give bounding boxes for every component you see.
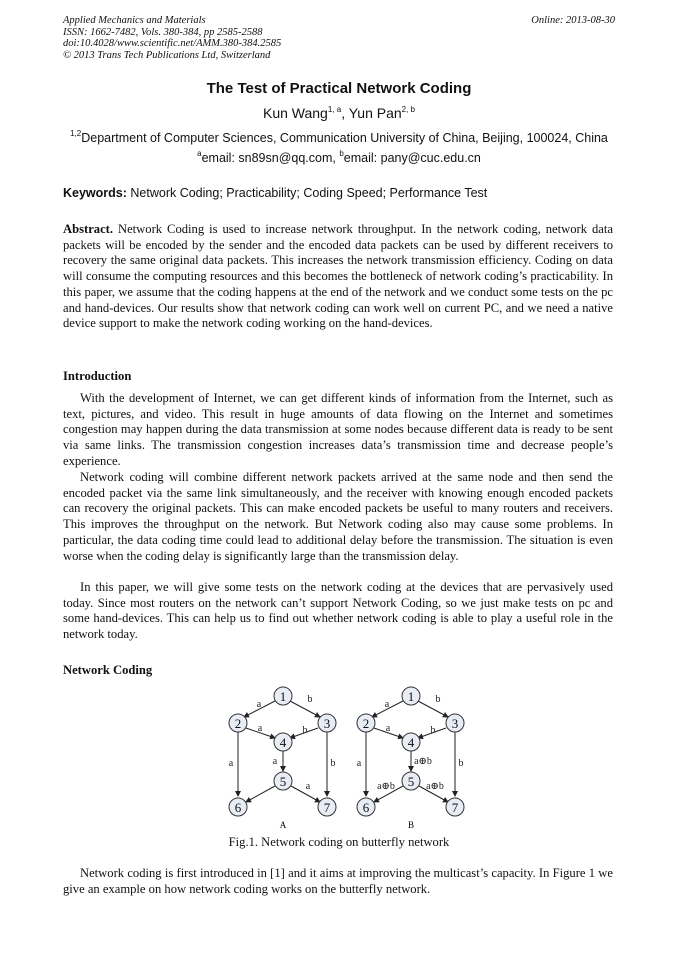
affiliation: $^{1,2}$Department of Computer Sciences, Communication University of China, Beijing, 100024, China [70,129,608,145]
copyright-line: © 2013 Trans Tech Publications Ltd, Switzerland [63,49,271,61]
intro-paragraph-1: With the development of Internet, we can get different kinds of information from the Internet, such as text, pictures, and video. This result in huge amounts of data flowing on the Internet and sometimes congestion may happen during the data transmission at some nodes because different data is ready to be sent via same links. The transmission congestion increases data’s transmission time and decrease people’s experience. [63,391,613,468]
node-6: 6 [234,800,242,815]
node-4: 4 [279,735,287,750]
abstract [63,222,613,332]
edge-label: b [435,694,441,705]
edge-label: b [458,758,464,769]
edge-label: a⊕b [426,781,444,792]
paper-title: The Test of Practical Network Coding [206,80,472,97]
keywords [63,186,487,200]
node-2: 2 [362,716,370,731]
author-1-sup: 1, a [327,105,342,114]
network-coding-paragraph-1: Network coding is first introduced in [1] and it aims at improving the multicast’s capacity. In Figure 1 we give an example on how network coding works on the butterfly network. [63,866,613,896]
diagram-a-label: A [279,820,287,830]
edge-label: a⊕b [414,756,432,767]
edge-label: a [257,723,263,734]
node-5: 5 [407,774,415,789]
abstract-label: Abstract. [63,222,114,236]
node-3: 3 [451,716,459,731]
butterfly-network-figure [222,683,482,833]
edge-label: b [330,758,336,769]
keywords-text: Network Coding; Practicability; Coding Speed; Performance Test [130,186,488,200]
edge-label: a [385,723,391,734]
author-line: Kun Wang$^{1, a}$, Yun Pan$^{2, b}$ [262,105,415,121]
edge-label: b [302,725,308,736]
figure-caption: Fig.1. Network coding on butterfly network [228,835,450,849]
edge-label: a [356,758,362,769]
node-7: 7 [451,800,459,815]
affiliation-sup: 1,2 [70,129,82,138]
introduction-heading: Introduction [63,369,132,383]
email-line: $^a$email: sn89sn@qq.com, $^b$email: pany@cuc.edu.cn [197,149,481,165]
edge-label: a [272,756,278,767]
edge-label: a⊕b [377,781,395,792]
node-3: 3 [323,716,331,731]
node-2: 2 [234,716,242,731]
edge-label: a [384,699,390,710]
author-2-sup: 2, b [401,105,415,114]
node-6: 6 [362,800,370,815]
online-date: Online: 2013-08-30 [531,15,615,26]
node-1: 1 [279,689,287,704]
node-7: 7 [323,800,331,815]
node-4: 4 [407,735,415,750]
edge-label: b [307,694,313,705]
journal-header [63,15,281,61]
edge-label: a [305,781,311,792]
edge-label: a [228,758,234,769]
node-5: 5 [279,774,287,789]
journal-name: Applied Mechanics and Materials [63,15,206,26]
abstract-text: Network Coding is used to increase network throughput. In the network coding, network data packets will be encoded by the sender and the encoded data packets can be used by different receivers to recovery the same original data packets. This increases the network transmission efficiency. Coding on data will consume the computing resources and this becomes the bottleneck of network coding’s practicability. In this paper, we assume that the coding happens at the end of the network and we conduct some tests on the pc and hand-devices. Our results show that network coding can work well on current PC, and we need a native device support to make the network coding working on the hand-devices. [63,222,613,331]
email-a: email: sn89sn@qq.com, [201,151,340,165]
edge-label: b [430,725,436,736]
intro-paragraph-2: Network coding will combine different network packets arrived at the same node and then send the encoded packet via the same link simultaneously, and the receiver with knowing enough encoded packets can recovery the original packets. This can make encoded packets be useful to many routers and receivers. This improves the throughput on the network. But Network coding also may cause some problems. In particular, the data coding time could lead to additional delay before the transmission. The situation is even worse when the coding delay is significantly large than the transmission delay. [63,470,613,563]
diagram-b-label: B [407,820,415,830]
doi-line: doi:10.4028/www.scientific.net/AMM.380-384.2585 [63,38,282,49]
node-1: 1 [407,689,415,704]
author-2: Yun Pan [348,105,402,121]
issn-line: ISSN: 1662-7482, Vols. 380-384, pp 2585-2588 [63,26,263,38]
author-1: Kun Wang [262,105,328,121]
intro-paragraph-3: In this paper, we will give some tests on the network coding at the devices that are pervasively used today. Since most routers on the network can’t support Network Coding, so we just make tests on pc and some hand-devices. This can help us to find out whether network coding is able to play a useful role in the network today. [63,580,613,642]
network-coding-heading: Network Coding [63,663,153,677]
email-b: email: pany@cuc.edu.cn [343,151,481,165]
edge-label: a [256,699,262,710]
keywords-label: Keywords: [63,186,127,200]
